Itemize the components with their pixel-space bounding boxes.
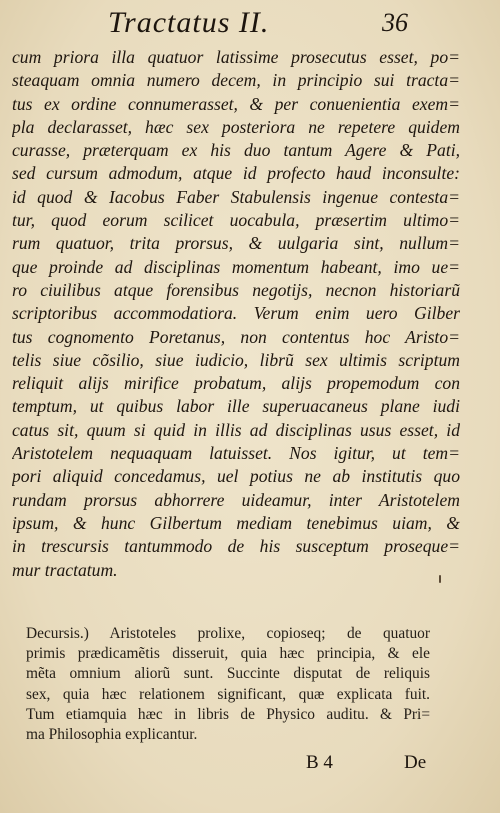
note-line: sex, quia hæc relationem significant, quæ explicata fuit. [26, 685, 430, 703]
note-line: Tum etiamquia hæc in libris de Physico auditu. & Pri= [26, 705, 430, 723]
text-line: que proinde ad disciplinas momentum habeant, imo ue= [12, 256, 460, 277]
note-line: Decursis.) Aristoteles prolixe, copioseq; de quatuor [26, 625, 430, 642]
text-line: telis siue cõsilio, siue iudicio, librũ sex ultimis scriptum [12, 349, 460, 370]
text-line: reliquit alijs mirifice probatum, alijs propemodum con [12, 373, 460, 394]
commentary-notes [26, 624, 430, 745]
text-line: temptum, ut quibus labor ille superuacaneus plane iudi [12, 396, 460, 417]
text-line: ro ciuilibus atque forensibus negotijs, necnon historiarũ [12, 279, 460, 300]
running-title: Tractatus II. [108, 6, 270, 39]
text-line: rundam prorsus abhorrere uideamur, inter Aristotelem [12, 489, 460, 510]
main-text-block [12, 46, 460, 582]
page-header [0, 6, 500, 42]
text-line: Aristotelem nequaquam latuisset. Nos igitur, ut tem= [12, 443, 460, 464]
text-line: id quod & Iacobus Faber Stabulensis ingenue contesta= [12, 186, 460, 207]
text-line: sed cursum admodum, atque id profecto haud inconsulte: [12, 163, 460, 184]
text-line: ipsum, & hunc Gilbertum mediam tenebimus uiam, & [12, 512, 460, 533]
signature-mark: B 4 [306, 752, 333, 773]
text-line: curasse, præterquam ex his duo tantum Agere & Pati, [12, 140, 460, 161]
text-line: mur tractatum. [12, 559, 118, 580]
text-line: pori aliquid concedamus, uel potius ne ab institutis quo [12, 466, 460, 487]
note-line: ma Philosophia explicantur. [26, 726, 198, 744]
text-line: scriptoribus accommodatiora. Verum enim uero Gilber [12, 303, 460, 324]
text-line: tur, quod eorum scilicet uocabula, præsertim ultimo= [12, 210, 460, 231]
note-line: primis prædicamẽtis disseruit, quia hæc principia, & ele [26, 645, 430, 663]
ink-mark [439, 575, 441, 583]
text-line: catus sit, quum si quid in illis ad disciplinas usus esset, id [12, 419, 460, 440]
text-line: pla declarasset, hæc sex posteriora ne repetere quidem [12, 116, 460, 137]
note-line: mẽta omnium aliorũ sunt. Succinte disputat de reliquis [26, 665, 430, 683]
text-line: cum priora illa quatuor latissime prosecutus esset, po= [12, 47, 460, 67]
catchword: De [404, 752, 427, 773]
text-line: steaquam omnia numero decem, in principio sui tracta= [12, 70, 460, 91]
text-line: in trescursis tantummodo de his susceptum proseque= [12, 536, 460, 557]
text-line: rum quatuor, trita prorsus, & uulgaria sint, nullum= [12, 233, 460, 254]
text-line: tus ex ordine connumerasset, & per conuenientia exem= [12, 93, 460, 114]
page-footer [0, 752, 500, 782]
page-number: 36 [382, 8, 408, 37]
text-line: tus cognomento Poretanus, non contentus hoc Aristo= [12, 326, 460, 347]
